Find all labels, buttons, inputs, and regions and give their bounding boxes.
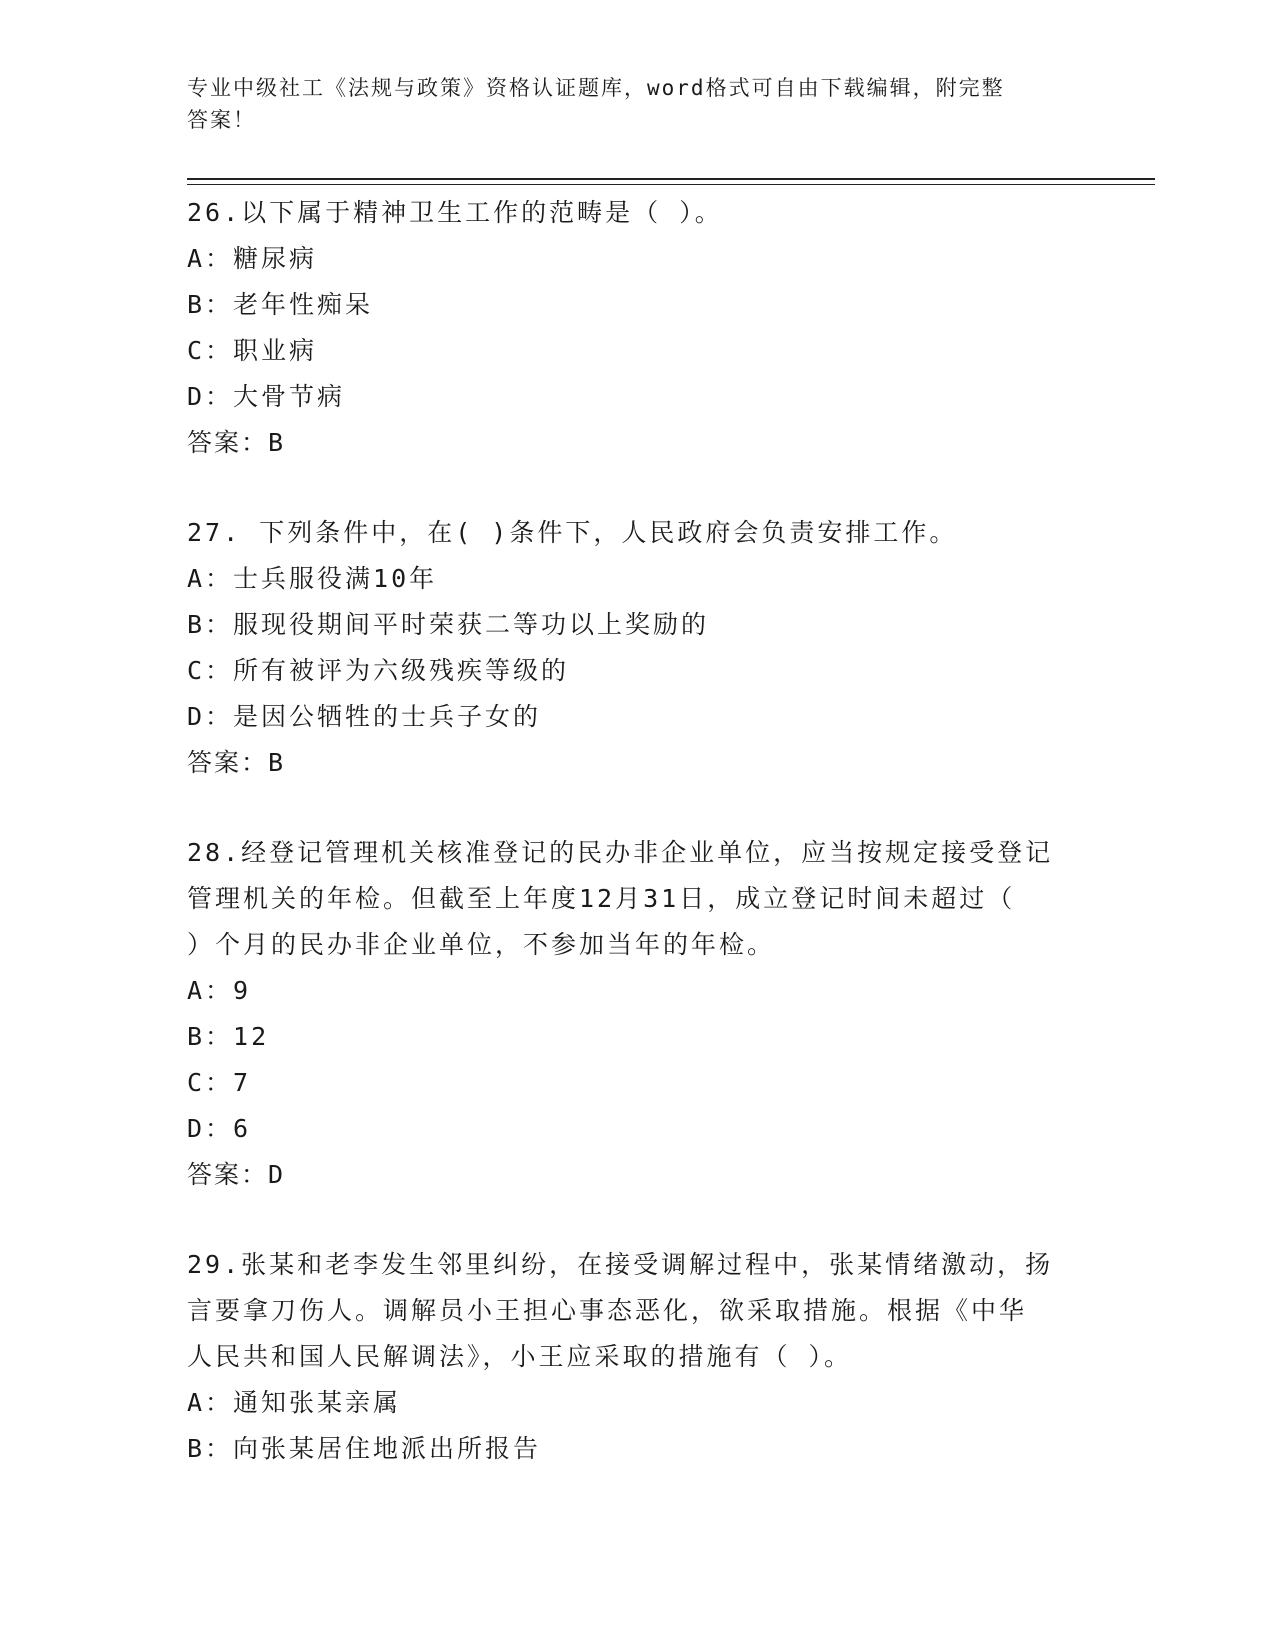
question-spacer (187, 786, 1087, 830)
question-stem-line: 29.张某和老李发生邻里纠纷，在接受调解过程中，张某情绪激动，扬 (187, 1250, 1054, 1279)
option-item: C：所有被评为六级残疾等级的 (187, 656, 570, 685)
question-spacer (187, 466, 1087, 510)
option-item: B：12 (187, 1022, 270, 1051)
header-divider-thick (187, 178, 1155, 180)
option-item: C：职业病 (187, 336, 318, 365)
answer-line (187, 420, 1087, 466)
question-block (187, 1242, 1087, 1472)
question-block (187, 510, 1087, 786)
answer-label: 答案： (187, 748, 269, 777)
option-item: D：是因公牺牲的士兵子女的 (187, 702, 542, 731)
answer-label: 答案： (187, 1160, 269, 1189)
question-stem-line: 人民共和国人民解调法》，小王应采取的措施有（ ）。 (187, 1342, 853, 1371)
document-header-note (187, 72, 1067, 136)
question-stem-line: ）个月的民办非企业单位，不参加当年的年检。 (187, 930, 776, 959)
question-stem-line: 27. 下列条件中，在( )条件下，人民政府会负责安排工作。 (187, 518, 958, 547)
question-stem-line: 28.经登记管理机关核准登记的民办非企业单位，应当按规定接受登记 (187, 838, 1054, 867)
answer-label: 答案： (187, 428, 269, 457)
question-stem-line: 管理机关的年检。但截至上年度12月31日，成立登记时间未超过（ (187, 884, 1016, 913)
option-item: A：通知张某亲属 (187, 1388, 402, 1417)
answer-key: B (268, 748, 287, 777)
option-item: A：糖尿病 (187, 244, 318, 273)
header-line-1: 专业中级社工《法规与政策》资格认证题库，word格式可自由下载编辑，附完整 (187, 76, 1005, 100)
header-line-2: 答案！ (187, 108, 256, 132)
option-item: B：服现役期间平时荣获二等功以上奖励的 (187, 610, 710, 639)
question-block (187, 830, 1087, 1198)
option-item: B：老年性痴呆 (187, 290, 374, 319)
question-list (187, 190, 1087, 1472)
header-divider-thin (187, 184, 1155, 185)
answer-key: D (268, 1160, 287, 1189)
option-item: C：7 (187, 1068, 252, 1097)
question-block (187, 190, 1087, 466)
option-item: D：6 (187, 1114, 252, 1143)
question-stem-line: 26.以下属于精神卫生工作的范畴是（ ）。 (187, 198, 723, 227)
answer-line (187, 740, 1087, 786)
question-spacer (187, 1198, 1087, 1242)
option-item: B：向张某居住地派出所报告 (187, 1434, 542, 1463)
option-item: A：士兵服役满10年 (187, 564, 438, 593)
answer-key: B (268, 428, 287, 457)
answer-line (187, 1152, 1087, 1198)
option-item: A：9 (187, 976, 252, 1005)
option-item: D：大骨节病 (187, 382, 346, 411)
question-stem-line: 言要拿刀伤人。调解员小王担心事态恶化，欲采取措施。根据《中华 (187, 1296, 1028, 1325)
